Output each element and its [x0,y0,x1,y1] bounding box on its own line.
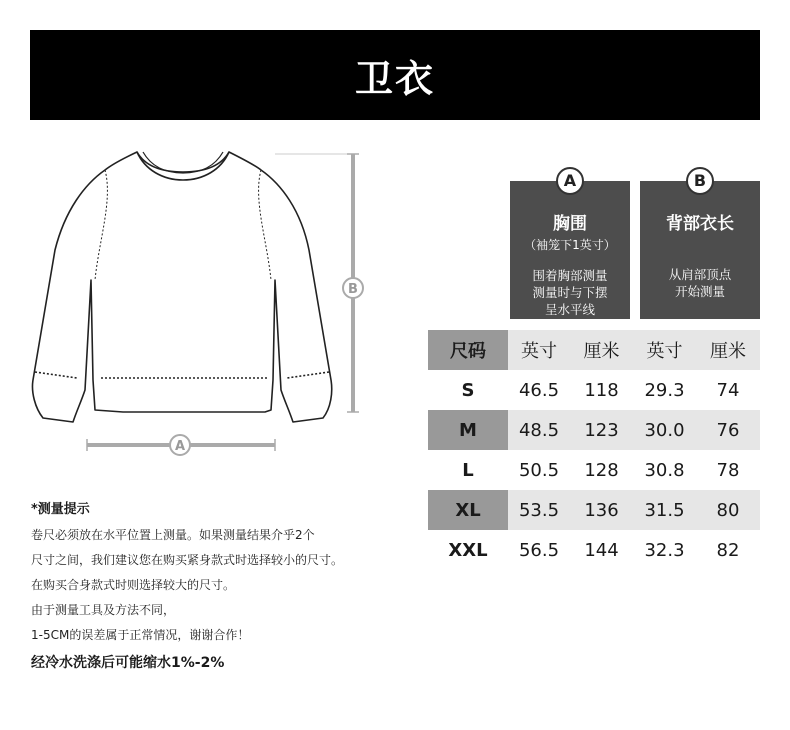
tips-line: 卷尺必须放在水平位置上测量。如果测量结果介乎2个 [31,528,315,542]
size-cell: M [428,410,508,450]
diagram-label-a: A [174,439,186,454]
value-cell: 29.3 [644,379,685,401]
value-cell: 31.5 [633,490,696,530]
chest-description: 围着胸部测量 测量时与下摆 呈水平线 [532,268,608,317]
badge-a: A [556,167,584,195]
table-row [428,490,760,530]
length-title: 背部衣长 [666,214,734,234]
page-title: 卫衣 [354,56,435,101]
column-card-chest [510,171,630,319]
size-cell: L [462,459,474,481]
tips-line: 在购买合身款式时则选择较大的尺寸。 [31,578,236,592]
value-cell: 82 [716,539,740,561]
value-cell: 50.5 [518,459,560,481]
value-cell: 30.8 [644,459,685,481]
chest-title: 胸围 [553,214,587,234]
size-table [428,330,760,570]
table-row [428,370,760,410]
shrink-note: 经冷水洗涤后可能缩水1%-2% [31,655,225,671]
table-row [428,450,760,490]
header-inch-b: 英寸 [633,330,696,370]
value-cell: 74 [716,379,740,401]
value-cell: 136 [570,490,633,530]
value-cell: 80 [696,490,760,530]
size-cell: XL [428,490,508,530]
tips-line: 尺寸之间，我们建议您在购买紧身款式时选择较小的尺寸。 [31,553,344,567]
value-cell: 53.5 [508,490,570,530]
value-cell: 128 [584,459,619,481]
value-cell: 144 [584,539,619,561]
size-cell: XXL [448,539,488,561]
length-description: 从肩部顶点 开始测量 [668,267,732,299]
value-cell: 76 [696,410,760,450]
value-cell: 123 [570,410,633,450]
tips-line: 1-5CM的误差属于正常情况，谢谢合作！ [31,628,250,642]
value-cell: 46.5 [518,379,560,401]
table-header-row [428,330,760,370]
chest-subtitle: （袖笼下1英寸） [524,238,616,252]
value-cell: 30.0 [633,410,696,450]
table-row [428,530,760,570]
value-cell: 48.5 [508,410,570,450]
header-cm-a: 厘米 [570,330,633,370]
column-card-length [640,171,760,319]
tips-title: *测量提示 [31,502,90,517]
value-cell: 56.5 [518,539,560,561]
title-bar [30,30,760,120]
diagram-label-b: B [348,282,358,297]
tips-line: 由于测量工具及方法不同， [31,603,176,617]
value-cell: 78 [716,459,740,481]
size-cell: S [461,379,475,401]
header-inch-a: 英寸 [508,330,570,370]
measurement-tips [31,498,411,672]
header-size: 尺码 [428,330,508,370]
badge-b: B [686,167,714,195]
value-cell: 32.3 [644,539,685,561]
value-cell: 118 [584,379,619,401]
header-cm-b: 厘米 [696,330,760,370]
sweatshirt-outline-icon [32,152,331,422]
table-row [428,410,760,450]
sweatshirt-diagram [25,140,375,470]
